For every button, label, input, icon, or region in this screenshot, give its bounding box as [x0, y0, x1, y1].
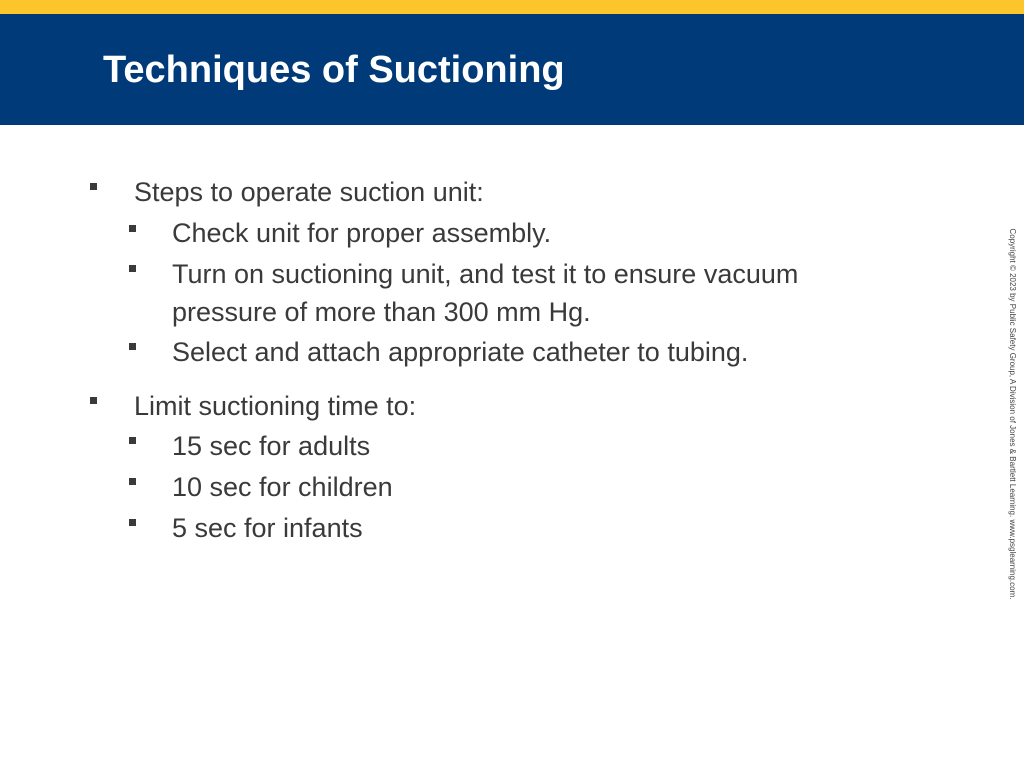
sub-bullet-marker — [129, 437, 136, 444]
bullet-marker — [90, 397, 97, 404]
bullet-item: Limit suctioning time to: — [134, 391, 417, 421]
sub-bullet-item: Select and attach appropriate catheter to tubing. — [172, 337, 749, 367]
sub-bullet-marker — [129, 343, 136, 350]
sub-bullet-marker — [129, 225, 136, 232]
sub-bullet-item-continuation: pressure of more than 300 mm Hg. — [172, 297, 591, 327]
sub-bullet-marker — [129, 265, 136, 272]
sub-bullet-item: Turn on suctioning unit, and test it to ensure vacuum — [172, 259, 799, 289]
copyright-notice: Copyright © 2023 by Public Safety Group, A Division of Jones & Bartlett Learning. www.psglearning.com. — [1008, 228, 1017, 600]
sub-bullet-marker — [129, 478, 136, 485]
sub-bullet-marker — [129, 519, 136, 526]
sub-bullet-item: Check unit for proper assembly. — [172, 218, 552, 248]
bullet-marker — [90, 183, 97, 190]
sub-bullet-item: 10 sec for children — [172, 472, 393, 502]
slide-title: Techniques of Suctioning — [103, 49, 565, 91]
sub-bullet-item: 5 sec for infants — [172, 513, 363, 543]
accent-stripe — [0, 0, 1024, 14]
bullet-item: Steps to operate suction unit: — [134, 177, 484, 207]
sub-bullet-item: 15 sec for adults — [172, 431, 371, 461]
